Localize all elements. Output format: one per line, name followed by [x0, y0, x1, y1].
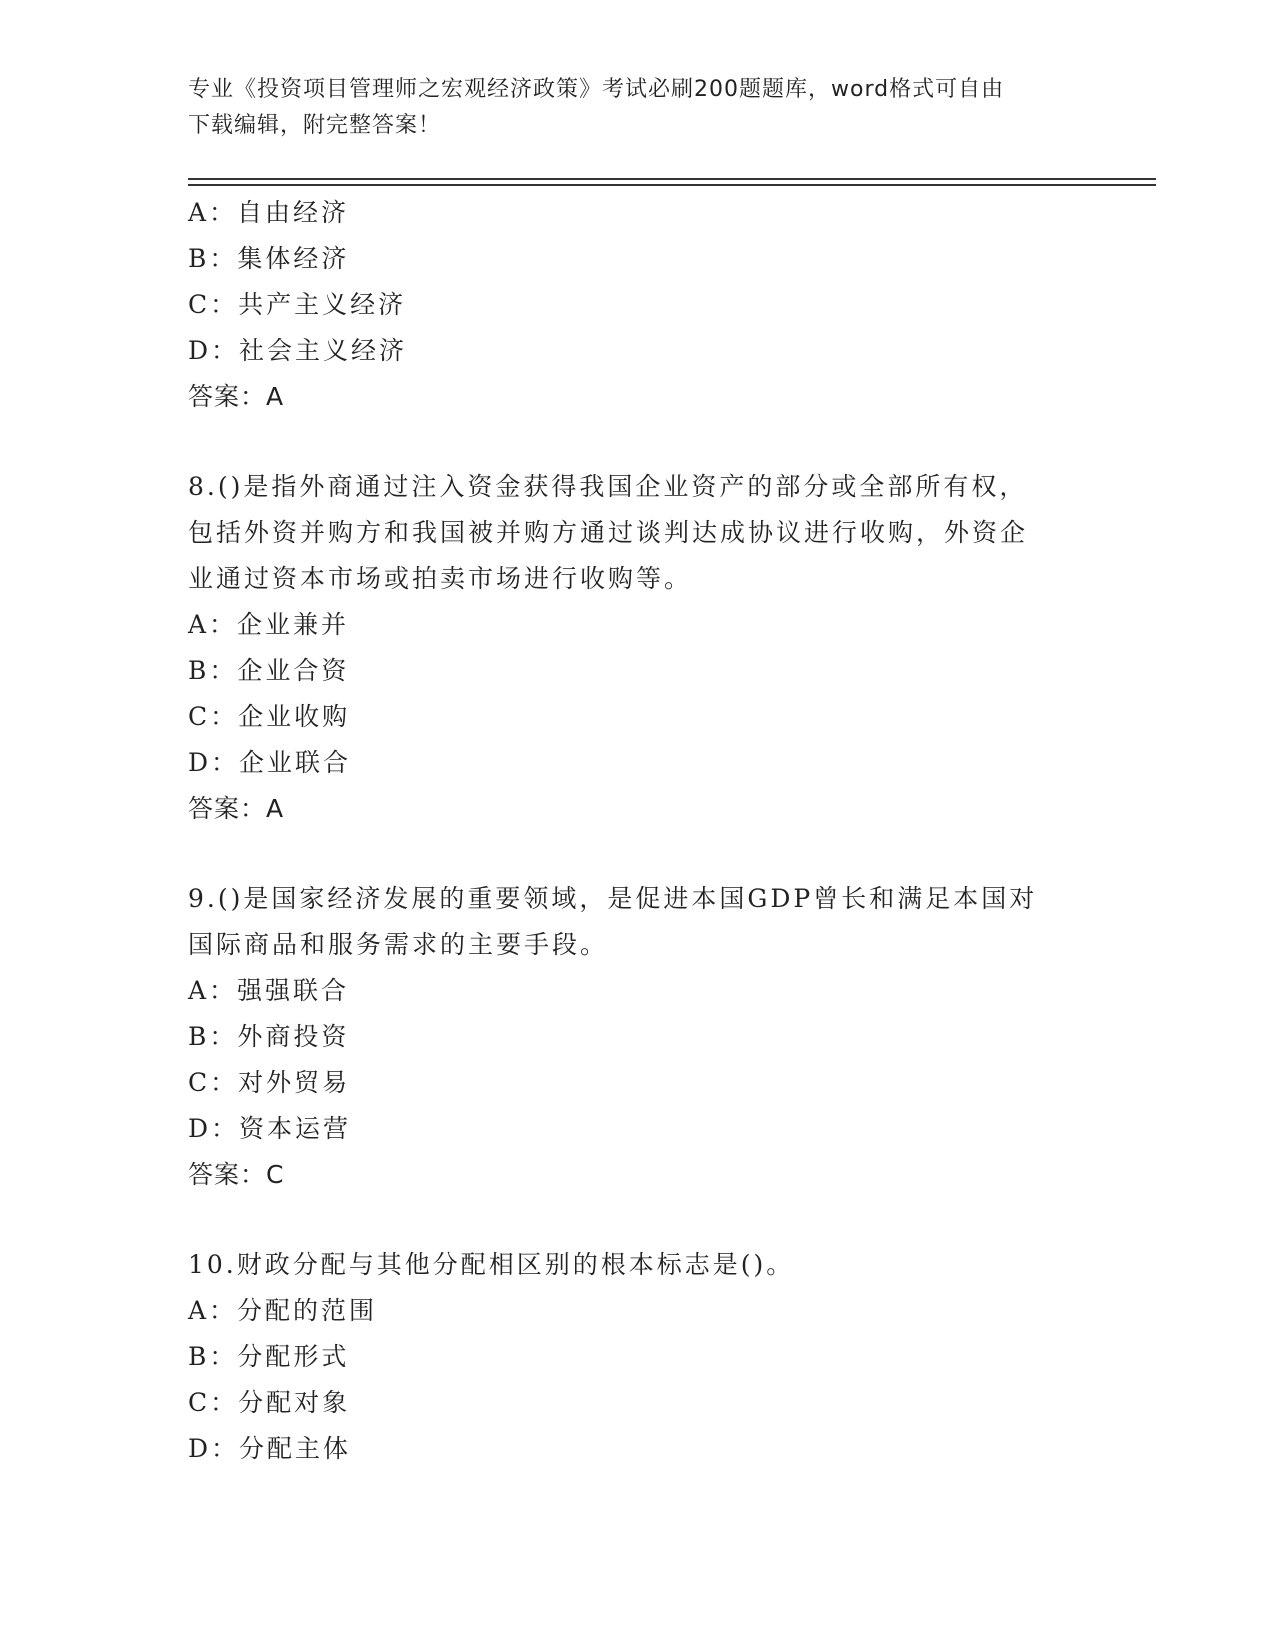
header-line-2: 下载编辑，附完整答案！ — [188, 113, 442, 138]
answer-value: A — [266, 794, 285, 823]
option-c: C：共产主义经济 — [188, 290, 407, 319]
answer-value: A — [266, 382, 285, 411]
question-text-line: 8.()是指外商通过注入资金获得我国企业资产的部分或全部所有权， — [188, 472, 1028, 501]
option-c: C：企业收购 — [188, 702, 351, 731]
question-text-line: 10.财政分配与其他分配相区别的根本标志是()。 — [188, 1250, 795, 1279]
option-d: D：社会主义经济 — [188, 336, 408, 365]
option-b: B：集体经济 — [188, 244, 350, 273]
answer-label: 答案： — [188, 1160, 267, 1189]
option-b: B：企业合资 — [188, 656, 350, 685]
option-a: A：企业兼并 — [188, 610, 350, 639]
option-b: B：分配形式 — [188, 1342, 350, 1371]
question-8 — [188, 464, 1068, 832]
header-divider-bottom — [188, 184, 1156, 186]
answer-label: 答案： — [188, 382, 267, 411]
answer-label: 答案： — [188, 794, 267, 823]
option-c: C：对外贸易 — [188, 1068, 351, 1097]
header-divider-top — [188, 178, 1156, 180]
answer-value: C — [266, 1160, 285, 1189]
option-a: A：强强联合 — [188, 976, 350, 1005]
question-text-line: 国际商品和服务需求的主要手段。 — [188, 930, 609, 959]
option-a: A：自由经济 — [188, 198, 350, 227]
answer-line — [188, 786, 1068, 832]
question-text-line: 包括外资并购方和我国被并购方通过谈判达成协议进行收购，外资企 — [188, 518, 1029, 547]
answer-line — [188, 374, 1068, 420]
question-9 — [188, 876, 1068, 1198]
answer-line — [188, 1152, 1068, 1198]
question-text-line: 业通过资本市场或拍卖市场进行收购等。 — [188, 564, 693, 593]
question-10 — [188, 1242, 1068, 1472]
option-d: D：资本运营 — [188, 1114, 352, 1143]
option-b: B：外商投资 — [188, 1022, 350, 1051]
partial-question — [188, 190, 1068, 420]
option-a: A：分配的范围 — [188, 1296, 378, 1325]
header-line-1: 专业《投资项目管理师之宏观经济政策》考试必刷200题题库，word格式可自由 — [188, 77, 1005, 102]
question-list — [188, 190, 1068, 1472]
option-d: D：分配主体 — [188, 1434, 352, 1463]
option-d: D：企业联合 — [188, 748, 352, 777]
option-c: C：分配对象 — [188, 1388, 351, 1417]
document-header — [188, 72, 1068, 144]
question-text-line: 9.()是国家经济发展的重要领域，是促进本国GDP曾长和满足本国对 — [188, 884, 1038, 913]
